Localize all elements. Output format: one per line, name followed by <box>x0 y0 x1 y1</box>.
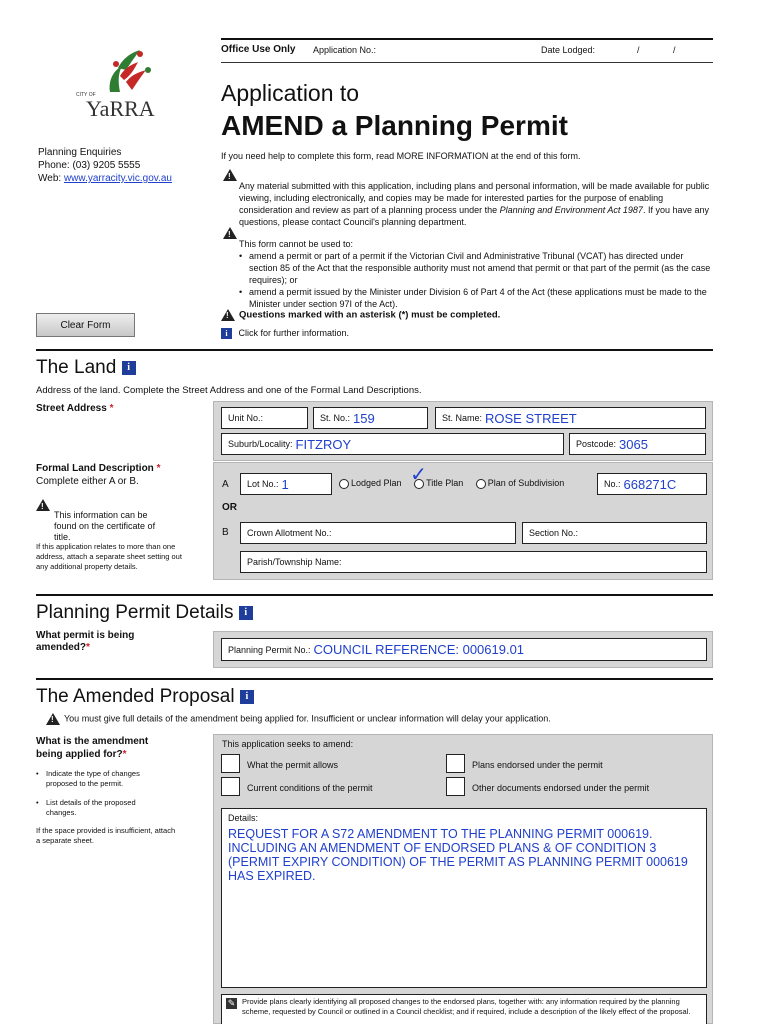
office-bottom-rule <box>221 62 713 63</box>
info-icon: i <box>221 328 232 339</box>
permit-question: What permit is being amended?* <box>36 630 135 653</box>
details-label: Details: <box>228 813 259 823</box>
warning-icon <box>36 499 50 511</box>
plan-no-value: 668271C <box>623 476 677 492</box>
yarra-figures-icon <box>74 46 174 98</box>
permit-question-text: What permit is being amended? <box>36 630 135 653</box>
form-limitations <box>221 225 711 310</box>
warning-icon <box>46 713 60 725</box>
planning-permit-no-value: COUNCIL REFERENCE: 000619.01 <box>313 642 525 657</box>
warning-icon <box>223 227 237 239</box>
limitation-bullet-2: • amend a permit issued by the Minister under Division 6 of Part 4 of the Act (these applications must be made to the Minister under section 97I of the Act). <box>239 286 707 309</box>
current-conditions-checkbox[interactable] <box>221 777 240 796</box>
seeks-to-amend-label: This application seeks to amend: <box>222 739 354 749</box>
section-no-field[interactable] <box>522 522 707 544</box>
postcode-label: Postcode: <box>576 439 617 449</box>
proposal-warning-text: You must give full details of the amendment being applied for. Insufficient or unclear information will delay your application. <box>64 713 551 724</box>
date-lodged-label: Date Lodged: <box>541 45 596 55</box>
pencil-icon: ✎ <box>227 998 236 1008</box>
amendment-question: What is the amendment being applied for?* <box>36 736 149 760</box>
proposal-rule <box>36 678 713 680</box>
title-plan-radio[interactable] <box>410 462 464 488</box>
form-title-line1: Application to <box>221 80 360 106</box>
multiple-address-note: If this application relates to more than one address, attach a separate sheet setting out any additional property details. <box>36 542 182 571</box>
details-textarea[interactable] <box>221 808 707 988</box>
enquiries-phone: Phone: (03) 9205 5555 <box>38 160 141 171</box>
formal-land-sub: Complete either A or B. <box>36 476 139 487</box>
radio-button[interactable] <box>476 479 486 489</box>
amendment-question-text: What is the amendment being applied for? <box>36 736 149 760</box>
plan-type-options <box>339 462 565 489</box>
office-use-bar <box>221 44 713 58</box>
plans-endorsed-checkbox[interactable] <box>446 754 465 773</box>
street-no-value: 159 <box>353 410 375 426</box>
warning-act-name: Planning and Environment Act 1987 <box>499 204 643 215</box>
permit-heading-text: Planning Permit Details <box>36 602 234 623</box>
office-use-label: Office Use Only <box>221 44 296 55</box>
unit-no-field[interactable] <box>221 407 308 429</box>
proposal-heading <box>36 686 254 708</box>
lot-no-field[interactable] <box>240 473 332 495</box>
option-a-letter: A <box>222 479 229 490</box>
street-address-label-text: Street Address <box>36 403 107 414</box>
current-conditions-label: Current conditions of the permit <box>247 783 373 793</box>
asterisk-note <box>221 309 500 321</box>
title-plan-label: Title Plan <box>426 478 464 488</box>
space-note: If the space provided is insufficient, attach a separate sheet. <box>36 826 176 845</box>
checkmark-icon: ✓ <box>410 462 427 486</box>
section-no-label: Section No.: <box>529 528 579 538</box>
limitation-bullet-1-text: amend a permit or part of a permit if the Victorian Civil and Administrative Tribunal (VCAT) has directed under section 85 of the Act that the responsible authority must not amend that permit or that part of the permit (as the case requires); or <box>249 250 711 285</box>
certificate-note <box>36 498 166 543</box>
info-note-text: Click for further information. <box>238 328 350 338</box>
plans-note-box <box>221 994 707 1024</box>
clear-form-button[interactable]: Clear Form <box>36 313 135 337</box>
suburb-label: Suburb/Locality: <box>228 439 293 449</box>
plan-of-subdivision-radio[interactable] <box>476 478 565 488</box>
land-heading <box>36 357 136 379</box>
enquiries-web <box>38 172 172 185</box>
info-icon[interactable]: i <box>239 606 253 620</box>
date-sep-1: / <box>637 45 640 55</box>
parish-township-field[interactable] <box>240 551 707 573</box>
proposal-warning <box>46 713 551 725</box>
crown-allotment-label: Crown Allotment No.: <box>247 528 332 538</box>
plan-no-field[interactable] <box>597 473 707 495</box>
subdivision-plan-label: Plan of Subdivision <box>487 478 565 488</box>
parish-township-label: Parish/Township Name: <box>247 557 342 567</box>
lot-no-value: 1 <box>281 476 289 492</box>
land-description: Address of the land. Complete the Street Address and one of the Formal Land Descriptions. <box>36 385 422 396</box>
limitation-bullet-2-text: amend a permit issued by the Minister under Division 6 of Part 4 of the Act (these applications must be made to the Minister under section 97I of the Act). <box>249 286 707 309</box>
permit-rule <box>36 594 713 596</box>
lodged-plan-label: Lodged Plan <box>351 478 402 488</box>
council-website-link[interactable]: www.yarracity.vic.gov.au <box>63 173 172 184</box>
street-name-label: St. Name: <box>442 413 483 423</box>
lodged-plan-radio[interactable] <box>339 478 402 488</box>
street-address-label: Street Address * <box>36 403 114 414</box>
or-separator: OR <box>222 502 237 513</box>
suburb-field[interactable] <box>221 433 564 455</box>
date-sep-2: / <box>673 45 676 55</box>
what-permit-allows-label: What the permit allows <box>247 760 339 770</box>
warning-text-a: Any material submitted with this application, including plans and personal information, will be made available for public viewing, including electronically, and copies may be made for interested parties for the purpose of enabling consideration and review as part of a planning process under the <box>239 180 710 215</box>
formal-land-label: Formal Land Description * <box>36 463 161 474</box>
street-no-label: St. No.: <box>320 413 351 423</box>
postcode-value: 3065 <box>619 436 648 452</box>
planning-permit-no-field[interactable] <box>221 638 707 661</box>
enquiries-title: Planning Enquiries <box>38 147 122 158</box>
public-viewing-warning <box>221 167 711 228</box>
web-label: Web: <box>38 173 62 184</box>
land-rule <box>36 349 713 351</box>
form-title-line2: AMEND a Planning Permit <box>221 110 568 141</box>
street-no-field[interactable] <box>313 407 428 429</box>
help-text: If you need help to complete this form, read MORE INFORMATION at the end of this form. <box>221 151 581 161</box>
logo-city-of: CITY OF <box>76 92 96 98</box>
details-value: REQUEST FOR A S72 AMENDMENT TO THE PLANNING PERMIT 000619. INCLUDING AN AMENDMENT OF ENDORSED PLANS & OF CONDITION 3 (PERMIT EXPIRY CONDITION) OF THE PERMIT AS PLANNING PERMIT 000619 HAS EXPIRED. <box>228 827 688 883</box>
permit-heading <box>36 602 253 624</box>
application-no-label: Application No.: <box>313 45 377 55</box>
other-documents-label: Other documents endorsed under the permit <box>472 783 650 793</box>
warning-icon <box>221 309 235 321</box>
land-heading-text: The Land <box>36 357 117 378</box>
proposal-bullet-2-text: List details of the proposed changes. <box>46 798 136 817</box>
city-of-yarra-logo <box>74 46 174 126</box>
certificate-note-text: This information can be found on the certificate of title. <box>54 510 156 542</box>
other-documents-checkbox[interactable] <box>446 777 465 796</box>
crown-allotment-field[interactable] <box>240 522 516 544</box>
formal-land-labels <box>36 462 160 488</box>
plans-endorsed-label: Plans endorsed under the permit <box>472 760 603 770</box>
limitation-bullet-1: • amend a permit or part of a permit if the Victorian Civil and Administrative Tribunal (VCAT) has directed under section 85 of the Act that the responsible authority must not amend that permit or that part of the permit (as the case requires); or <box>239 250 711 285</box>
planning-permit-no-label: Planning Permit No.: <box>228 644 311 655</box>
suburb-value: FITZROY <box>295 436 352 452</box>
street-name-value: ROSE STREET <box>485 410 577 426</box>
warning-icon <box>223 169 237 181</box>
office-top-rule <box>221 38 713 40</box>
plan-no-label: No.: <box>604 479 621 489</box>
warning-text-b: . If you have any questions, please contact Council's planning department. <box>239 204 709 227</box>
option-b-letter: B <box>222 527 229 538</box>
limitations-head: This form cannot be used to: <box>239 238 354 249</box>
asterisk-note-text: Questions marked with an asterisk (*) must be completed. <box>239 309 501 321</box>
street-name-field[interactable] <box>435 407 706 429</box>
info-note <box>221 328 349 339</box>
proposal-bullet-2: • List details of the proposed changes. <box>36 798 136 817</box>
postcode-field[interactable] <box>569 433 706 455</box>
formal-land-label-text: Formal Land Description <box>36 463 154 474</box>
info-icon[interactable]: i <box>122 361 136 375</box>
proposal-bullet-1-text: Indicate the type of changes proposed to the permit. <box>46 769 140 788</box>
plans-note-text: Provide plans clearly identifying all proposed changes to the endorsed plans, together with: any information required by the planning scheme, requested by Council or outlined in a Council checklist; and if required, include a description of the likely effect of the proposal. <box>242 997 691 1016</box>
what-permit-allows-checkbox[interactable] <box>221 754 240 773</box>
unit-no-label: Unit No.: <box>228 413 264 423</box>
lot-no-label: Lot No.: <box>247 479 279 489</box>
radio-button[interactable] <box>339 479 349 489</box>
planning-enquiries <box>38 146 172 185</box>
info-icon[interactable]: i <box>240 690 254 704</box>
proposal-bullet-1: • Indicate the type of changes proposed to the permit. <box>36 769 140 788</box>
proposal-heading-text: The Amended Proposal <box>36 686 235 707</box>
logo-name: YaRRA <box>86 96 155 121</box>
